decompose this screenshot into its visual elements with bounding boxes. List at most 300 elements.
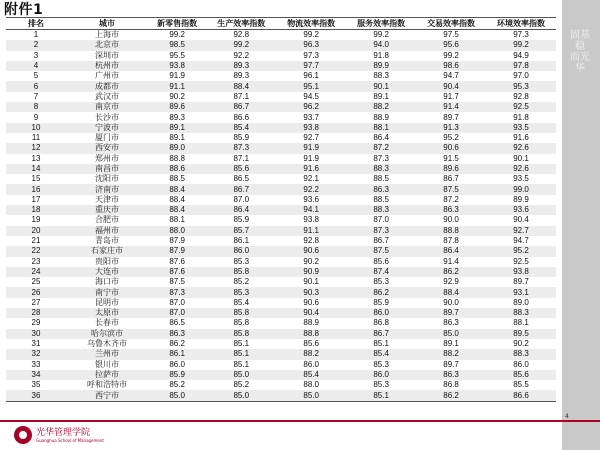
index-cell: 91.1 <box>276 226 346 236</box>
index-cell: 89.7 <box>416 308 486 318</box>
city-cell: 天津市 <box>66 195 148 205</box>
index-cell: 85.3 <box>206 257 276 267</box>
rank-cell: 29 <box>6 318 66 328</box>
index-cell: 85.2 <box>148 380 206 390</box>
page-title: 附件1 <box>4 2 44 18</box>
index-cell: 86.3 <box>416 318 486 328</box>
index-cell: 86.7 <box>206 184 276 194</box>
rank-cell: 19 <box>6 215 66 225</box>
index-cell: 93.6 <box>276 195 346 205</box>
index-cell: 94.1 <box>276 205 346 215</box>
index-cell: 88.8 <box>416 226 486 236</box>
index-cell: 91.4 <box>416 102 486 112</box>
rank-cell: 31 <box>6 339 66 349</box>
index-cell: 92.5 <box>486 102 556 112</box>
index-cell: 87.2 <box>346 143 416 153</box>
index-cell: 85.3 <box>346 277 416 287</box>
index-cell: 85.6 <box>206 164 276 174</box>
university-seal-icon <box>14 426 32 444</box>
index-cell: 97.8 <box>486 61 556 71</box>
index-cell: 90.2 <box>486 339 556 349</box>
index-cell: 86.7 <box>206 102 276 112</box>
city-cell: 西安市 <box>66 143 148 153</box>
city-cell: 合肥市 <box>66 215 148 225</box>
city-cell: 南京市 <box>66 102 148 112</box>
index-cell: 93.6 <box>486 205 556 215</box>
index-cell: 89.6 <box>416 164 486 174</box>
index-cell: 89.7 <box>416 112 486 122</box>
rank-cell: 26 <box>6 287 66 297</box>
index-cell: 94.5 <box>276 92 346 102</box>
index-cell: 88.2 <box>276 349 346 359</box>
city-cell: 青岛市 <box>66 236 148 246</box>
table-row <box>6 318 556 328</box>
index-cell: 85.0 <box>416 329 486 339</box>
index-cell: 93.8 <box>276 215 346 225</box>
city-cell: 宁波市 <box>66 123 148 133</box>
city-cell: 北京市 <box>66 40 148 50</box>
index-cell: 89.3 <box>206 71 276 81</box>
city-cell: 重庆市 <box>66 205 148 215</box>
index-cell: 90.6 <box>276 298 346 308</box>
index-cell: 85.4 <box>346 349 416 359</box>
city-cell: 厦门市 <box>66 133 148 143</box>
index-cell: 91.9 <box>276 154 346 164</box>
index-cell: 91.8 <box>346 51 416 61</box>
index-cell: 88.6 <box>148 164 206 174</box>
table-row <box>6 267 556 277</box>
index-cell: 88.4 <box>148 205 206 215</box>
city-cell: 成都市 <box>66 81 148 91</box>
index-cell: 86.3 <box>416 205 486 215</box>
index-cell: 95.1 <box>276 81 346 91</box>
index-cell: 87.1 <box>206 154 276 164</box>
index-cell: 99.2 <box>346 30 416 41</box>
city-cell: 西宁市 <box>66 390 148 401</box>
index-cell: 87.3 <box>346 226 416 236</box>
column-header: 新零售指数 <box>148 18 206 30</box>
index-cell: 91.3 <box>416 123 486 133</box>
city-cell: 石家庄市 <box>66 246 148 256</box>
column-header: 排名 <box>6 18 66 30</box>
city-cell: 昆明市 <box>66 298 148 308</box>
city-cell: 拉萨市 <box>66 370 148 380</box>
index-cell: 88.4 <box>416 287 486 297</box>
table-row <box>6 298 556 308</box>
table-row <box>6 246 556 256</box>
index-cell: 90.2 <box>276 257 346 267</box>
city-cell: 长春市 <box>66 318 148 328</box>
table-row <box>6 133 556 143</box>
column-header: 服务效率指数 <box>346 18 416 30</box>
index-cell: 96.2 <box>276 102 346 112</box>
index-cell: 85.8 <box>206 318 276 328</box>
index-cell: 89.9 <box>486 195 556 205</box>
index-cell: 85.8 <box>206 329 276 339</box>
index-cell: 86.0 <box>346 370 416 380</box>
index-cell: 87.0 <box>206 195 276 205</box>
table-row <box>6 390 556 401</box>
table-row <box>6 51 556 61</box>
index-cell: 89.1 <box>148 133 206 143</box>
rank-cell: 5 <box>6 71 66 81</box>
index-cell: 85.0 <box>206 370 276 380</box>
index-cell: 87.8 <box>416 236 486 246</box>
rank-cell: 25 <box>6 277 66 287</box>
index-cell: 86.1 <box>206 236 276 246</box>
index-cell: 92.8 <box>486 92 556 102</box>
index-cell: 89.9 <box>346 61 416 71</box>
index-cell: 85.6 <box>486 370 556 380</box>
index-cell: 86.5 <box>206 174 276 184</box>
index-cell: 93.8 <box>148 61 206 71</box>
index-cell: 86.4 <box>206 205 276 215</box>
city-cell: 济南市 <box>66 184 148 194</box>
index-cell: 86.5 <box>148 318 206 328</box>
rank-cell: 13 <box>6 154 66 164</box>
table-row <box>6 339 556 349</box>
index-cell: 91.7 <box>416 92 486 102</box>
index-cell: 89.1 <box>148 123 206 133</box>
column-header: 物流效率指数 <box>276 18 346 30</box>
rank-cell: 8 <box>6 102 66 112</box>
rank-cell: 18 <box>6 205 66 215</box>
rank-cell: 3 <box>6 51 66 61</box>
index-cell: 88.8 <box>148 154 206 164</box>
index-cell: 86.0 <box>206 246 276 256</box>
index-cell: 85.7 <box>206 226 276 236</box>
index-cell: 90.9 <box>276 267 346 277</box>
city-cell: 福州市 <box>66 226 148 236</box>
index-cell: 86.0 <box>486 360 556 370</box>
table-row <box>6 40 556 50</box>
table-row <box>6 257 556 267</box>
index-cell: 86.0 <box>346 308 416 318</box>
index-cell: 86.1 <box>148 349 206 359</box>
column-header: 城市 <box>66 18 148 30</box>
index-cell: 85.1 <box>346 390 416 401</box>
table-row <box>6 215 556 225</box>
city-cell: 杭州市 <box>66 61 148 71</box>
index-cell: 89.7 <box>416 360 486 370</box>
table-row <box>6 102 556 112</box>
index-cell: 86.7 <box>346 329 416 339</box>
city-cell: 长沙市 <box>66 112 148 122</box>
index-cell: 90.4 <box>276 308 346 318</box>
table-row <box>6 174 556 184</box>
index-cell: 90.0 <box>416 215 486 225</box>
table-row <box>6 287 556 297</box>
index-cell: 98.5 <box>148 40 206 50</box>
table-body <box>6 30 556 402</box>
index-cell: 88.8 <box>276 329 346 339</box>
index-cell: 92.6 <box>486 143 556 153</box>
index-cell: 91.1 <box>148 81 206 91</box>
index-cell: 97.3 <box>276 51 346 61</box>
index-cell: 88.4 <box>206 81 276 91</box>
rank-cell: 34 <box>6 370 66 380</box>
index-cell: 93.8 <box>486 267 556 277</box>
index-cell: 86.3 <box>346 184 416 194</box>
index-cell: 85.8 <box>206 308 276 318</box>
table-row <box>6 380 556 390</box>
index-cell: 88.3 <box>486 308 556 318</box>
table-row <box>6 205 556 215</box>
city-cell: 乌鲁木齐市 <box>66 339 148 349</box>
index-cell: 86.2 <box>148 339 206 349</box>
table-row <box>6 30 556 41</box>
rank-cell: 32 <box>6 349 66 359</box>
city-cell: 武汉市 <box>66 92 148 102</box>
index-cell: 97.3 <box>486 30 556 41</box>
index-cell: 93.1 <box>486 287 556 297</box>
index-cell: 97.0 <box>486 71 556 81</box>
index-cell: 86.4 <box>346 133 416 143</box>
table-header-row <box>6 18 556 30</box>
city-cell: 上海市 <box>66 30 148 41</box>
index-cell: 86.2 <box>416 267 486 277</box>
index-cell: 85.3 <box>346 360 416 370</box>
index-cell: 89.1 <box>346 92 416 102</box>
index-cell: 91.6 <box>486 133 556 143</box>
index-cell: 90.6 <box>416 143 486 153</box>
index-cell: 92.7 <box>276 133 346 143</box>
index-cell: 99.2 <box>416 51 486 61</box>
index-cell: 92.5 <box>486 257 556 267</box>
rank-cell: 36 <box>6 390 66 401</box>
rank-cell: 6 <box>6 81 66 91</box>
index-cell: 85.3 <box>346 380 416 390</box>
rank-cell: 20 <box>6 226 66 236</box>
index-cell: 92.2 <box>276 184 346 194</box>
city-cell: 呼和浩特市 <box>66 380 148 390</box>
city-cell: 大连市 <box>66 267 148 277</box>
city-cell: 哈尔滨市 <box>66 329 148 339</box>
index-cell: 88.0 <box>148 226 206 236</box>
index-cell: 93.5 <box>486 174 556 184</box>
table-row <box>6 184 556 194</box>
index-cell: 85.4 <box>206 298 276 308</box>
index-cell: 90.6 <box>276 246 346 256</box>
table-row <box>6 112 556 122</box>
index-cell: 90.2 <box>148 92 206 102</box>
index-cell: 96.1 <box>276 71 346 81</box>
city-cell: 银川市 <box>66 360 148 370</box>
index-cell: 89.3 <box>206 61 276 71</box>
index-cell: 86.3 <box>416 370 486 380</box>
index-cell: 96.3 <box>276 40 346 50</box>
index-cell: 95.3 <box>486 81 556 91</box>
index-cell: 88.1 <box>486 318 556 328</box>
table-row <box>6 226 556 236</box>
index-cell: 90.1 <box>486 154 556 164</box>
index-cell: 92.2 <box>206 51 276 61</box>
index-cell: 91.9 <box>148 71 206 81</box>
rank-cell: 12 <box>6 143 66 153</box>
index-cell: 87.0 <box>346 215 416 225</box>
rank-cell: 2 <box>6 40 66 50</box>
table-row <box>6 92 556 102</box>
index-cell: 99.2 <box>206 40 276 50</box>
index-cell: 88.3 <box>346 164 416 174</box>
index-cell: 91.5 <box>416 154 486 164</box>
index-cell: 86.0 <box>276 360 346 370</box>
index-cell: 87.6 <box>148 267 206 277</box>
index-cell: 85.0 <box>206 390 276 401</box>
city-cell: 贵阳市 <box>66 257 148 267</box>
index-cell: 85.6 <box>346 257 416 267</box>
city-cell: 兰州市 <box>66 349 148 359</box>
index-cell: 89.3 <box>148 112 206 122</box>
index-cell: 88.9 <box>276 318 346 328</box>
index-cell: 95.2 <box>486 246 556 256</box>
index-cell: 90.4 <box>416 81 486 91</box>
index-cell: 86.2 <box>346 287 416 297</box>
city-cell: 海口市 <box>66 277 148 287</box>
index-cell: 90.0 <box>416 298 486 308</box>
index-cell: 85.2 <box>206 380 276 390</box>
index-cell: 89.5 <box>486 329 556 339</box>
index-cell: 88.1 <box>346 123 416 133</box>
index-cell: 85.8 <box>206 267 276 277</box>
rank-cell: 14 <box>6 164 66 174</box>
index-cell: 85.3 <box>206 287 276 297</box>
table-row <box>6 61 556 71</box>
table-row <box>6 123 556 133</box>
index-cell: 95.2 <box>416 133 486 143</box>
rank-cell: 10 <box>6 123 66 133</box>
index-cell: 91.8 <box>486 112 556 122</box>
index-cell: 94.9 <box>486 51 556 61</box>
index-cell: 87.3 <box>346 154 416 164</box>
index-cell: 94.0 <box>346 40 416 50</box>
index-cell: 93.7 <box>276 112 346 122</box>
index-cell: 85.9 <box>148 370 206 380</box>
index-cell: 99.0 <box>486 184 556 194</box>
index-cell: 92.8 <box>276 236 346 246</box>
index-cell: 92.1 <box>276 174 346 184</box>
table-row <box>6 236 556 246</box>
city-cell: 南宁市 <box>66 287 148 297</box>
table-row <box>6 349 556 359</box>
index-cell: 89.1 <box>416 339 486 349</box>
table-row <box>6 71 556 81</box>
index-cell: 89.0 <box>486 298 556 308</box>
index-cell: 91.6 <box>276 164 346 174</box>
index-cell: 86.4 <box>416 246 486 256</box>
index-cell: 92.7 <box>486 226 556 236</box>
school-logo <box>14 426 104 444</box>
index-cell: 85.1 <box>206 360 276 370</box>
index-cell: 88.3 <box>346 71 416 81</box>
index-cell: 86.6 <box>486 390 556 401</box>
table-row <box>6 329 556 339</box>
index-cell: 85.4 <box>206 123 276 133</box>
index-cell: 88.5 <box>346 195 416 205</box>
index-cell: 87.5 <box>148 277 206 287</box>
index-cell: 88.2 <box>416 349 486 359</box>
city-cell: 深圳市 <box>66 51 148 61</box>
index-cell: 86.7 <box>346 236 416 246</box>
sidebar-text: 固基稳 而光华 <box>570 30 590 74</box>
index-cell: 92.8 <box>206 30 276 41</box>
city-cell: 太原市 <box>66 308 148 318</box>
index-cell: 98.6 <box>416 61 486 71</box>
rank-cell: 24 <box>6 267 66 277</box>
index-cell: 85.9 <box>206 133 276 143</box>
rank-cell: 16 <box>6 184 66 194</box>
footer-divider-right <box>562 420 600 422</box>
index-cell: 86.8 <box>346 318 416 328</box>
index-cell: 85.1 <box>206 339 276 349</box>
index-cell: 88.3 <box>346 205 416 215</box>
column-header: 交易效率指数 <box>416 18 486 30</box>
index-cell: 87.2 <box>416 195 486 205</box>
index-cell: 87.5 <box>416 184 486 194</box>
index-cell: 89.0 <box>148 143 206 153</box>
rank-cell: 17 <box>6 195 66 205</box>
index-cell: 94.7 <box>416 71 486 81</box>
index-cell: 88.5 <box>148 174 206 184</box>
index-cell: 85.9 <box>206 215 276 225</box>
index-cell: 97.7 <box>276 61 346 71</box>
index-cell: 91.4 <box>416 257 486 267</box>
index-cell: 85.4 <box>276 370 346 380</box>
index-cell: 89.6 <box>148 102 206 112</box>
index-cell: 94.7 <box>486 236 556 246</box>
index-cell: 87.9 <box>148 246 206 256</box>
index-cell: 88.5 <box>346 174 416 184</box>
rank-cell: 30 <box>6 329 66 339</box>
column-header: 生产效率指数 <box>206 18 276 30</box>
index-cell: 88.3 <box>486 349 556 359</box>
index-cell: 86.0 <box>148 360 206 370</box>
table-row <box>6 154 556 164</box>
city-cell: 郑州市 <box>66 154 148 164</box>
rank-cell: 33 <box>6 360 66 370</box>
rank-cell: 7 <box>6 92 66 102</box>
rank-cell: 27 <box>6 298 66 308</box>
page-number: 4 <box>565 413 569 420</box>
index-cell: 93.8 <box>276 123 346 133</box>
index-cell: 86.2 <box>416 390 486 401</box>
index-cell: 99.2 <box>486 40 556 50</box>
logo-subtext: Guanghua School of Management <box>36 437 104 443</box>
ranking-table <box>6 17 556 402</box>
index-cell: 85.1 <box>206 349 276 359</box>
rank-cell: 4 <box>6 61 66 71</box>
column-header: 环境效率指数 <box>486 18 556 30</box>
index-cell: 90.3 <box>276 287 346 297</box>
index-cell: 92.6 <box>486 164 556 174</box>
rank-cell: 22 <box>6 246 66 256</box>
index-cell: 87.3 <box>206 143 276 153</box>
index-cell: 85.1 <box>346 339 416 349</box>
index-cell: 86.6 <box>206 112 276 122</box>
table-row <box>6 164 556 174</box>
rank-cell: 23 <box>6 257 66 267</box>
index-cell: 86.8 <box>416 380 486 390</box>
index-cell: 88.4 <box>148 195 206 205</box>
rank-cell: 21 <box>6 236 66 246</box>
logo-text: 光华管理学院 <box>36 427 91 438</box>
city-cell: 沈阳市 <box>66 174 148 184</box>
index-cell: 87.3 <box>148 287 206 297</box>
index-cell: 95.6 <box>416 40 486 50</box>
index-cell: 87.4 <box>346 267 416 277</box>
index-cell: 87.1 <box>206 92 276 102</box>
table-row <box>6 195 556 205</box>
